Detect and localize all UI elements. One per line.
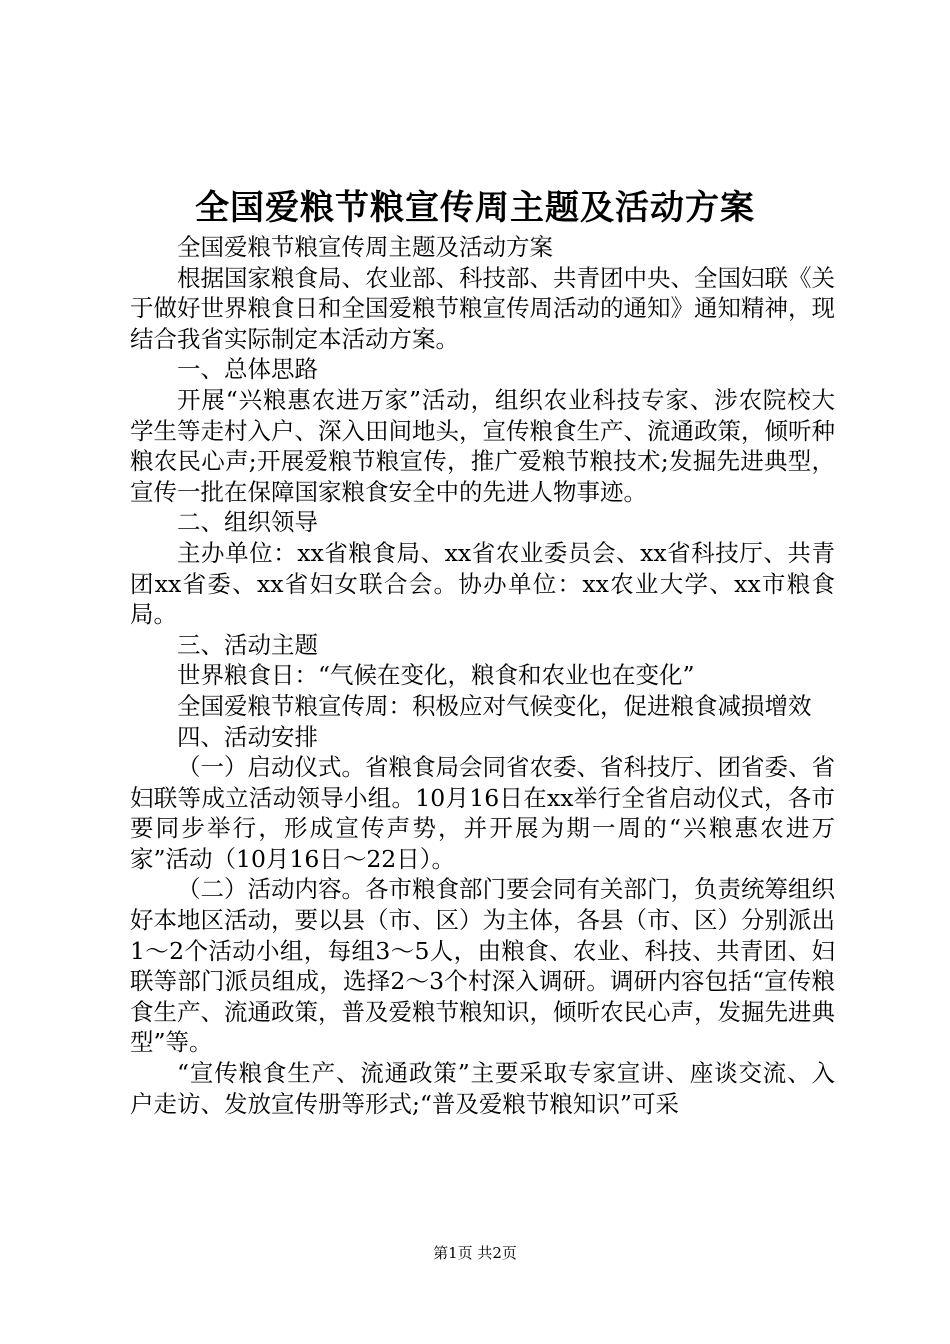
paragraph-publicity-methods: “宣传粮食生产、流通政策”主要采取专家宣讲、座谈交流、入户走访、发放宣传册等形式;“普及爱粮节粮知识”可采 bbox=[130, 1059, 835, 1118]
document-title: 全国爱粮节粮宣传周主题及活动方案 bbox=[195, 188, 755, 228]
paragraph-repeated-title: 全国爱粮节粮宣传周主题及活动方案 bbox=[177, 233, 553, 261]
heading-organization: 二、组织领导 bbox=[177, 508, 318, 537]
heading-arrangements: 四、活动安排 bbox=[177, 722, 318, 751]
page-footer: 第1页 共2页 bbox=[433, 1244, 517, 1262]
paragraph-publicity-week-theme: 全国爱粮节粮宣传周：积极应对气候变化，促进粮食减损增效 bbox=[177, 691, 812, 720]
document-body bbox=[130, 232, 835, 1119]
paragraph-organization: 主办单位：xx省粮食局、xx省农业委员会、xx省科技厅、共青团xx省委、xx省妇女联合会。协办单位：xx农业大学、xx市粮食局。 bbox=[130, 538, 835, 629]
paragraph-intro: 根据国家粮食局、农业部、科技部、共青团中央、全国妇联《关于做好世界粮食日和全国爱粮节粮宣传周活动的通知》通知精神，现结合我省实际制定本活动方案。 bbox=[130, 263, 835, 353]
heading-theme: 三、活动主题 bbox=[177, 630, 318, 659]
paragraph-activity-content: （二）活动内容。各市粮食部门要会同有关部门，负责统筹组织好本地区活动，要以县（市、区）为主体，各县（市、区）分别派出1～2个活动小组，每组3～5人，由粮食、农业、科技、共青团、妇联等部门派员组成，选择2～3个村深入调研。调研内容包括“宣传粮食生产、流通政策，普及爱粮节粮知识，倾听农民心声，发掘先进典型”等。 bbox=[130, 875, 835, 1057]
paragraph-world-food-day-theme: 世界粮食日：“气候在变化，粮食和农业也在变化” bbox=[177, 661, 695, 690]
paragraph-overall-approach: 开展“兴粮惠农进万家”活动，组织农业科技专家、涉农院校大学生等走村入户、深入田间地头，宣传粮食生产、流通政策，倾听种粮农民心声;开展爱粮节粮宣传，推广爱粮节粮技术;发掘先进典型，宣传一批在保障国家粮食安全中的先进人物事迹。 bbox=[130, 385, 835, 506]
paragraph-launch-ceremony: （一）启动仪式。省粮食局会同省农委、省科技厅、团省委、省妇联等成立活动领导小组。10月16日在xx举行全省启动仪式，各市要同步举行，形成宣传声势，并开展为期一周的“兴粮惠农进万家”活动（10月16日～22日）。 bbox=[130, 753, 835, 873]
heading-overall-approach: 一、总体思路 bbox=[177, 355, 318, 384]
